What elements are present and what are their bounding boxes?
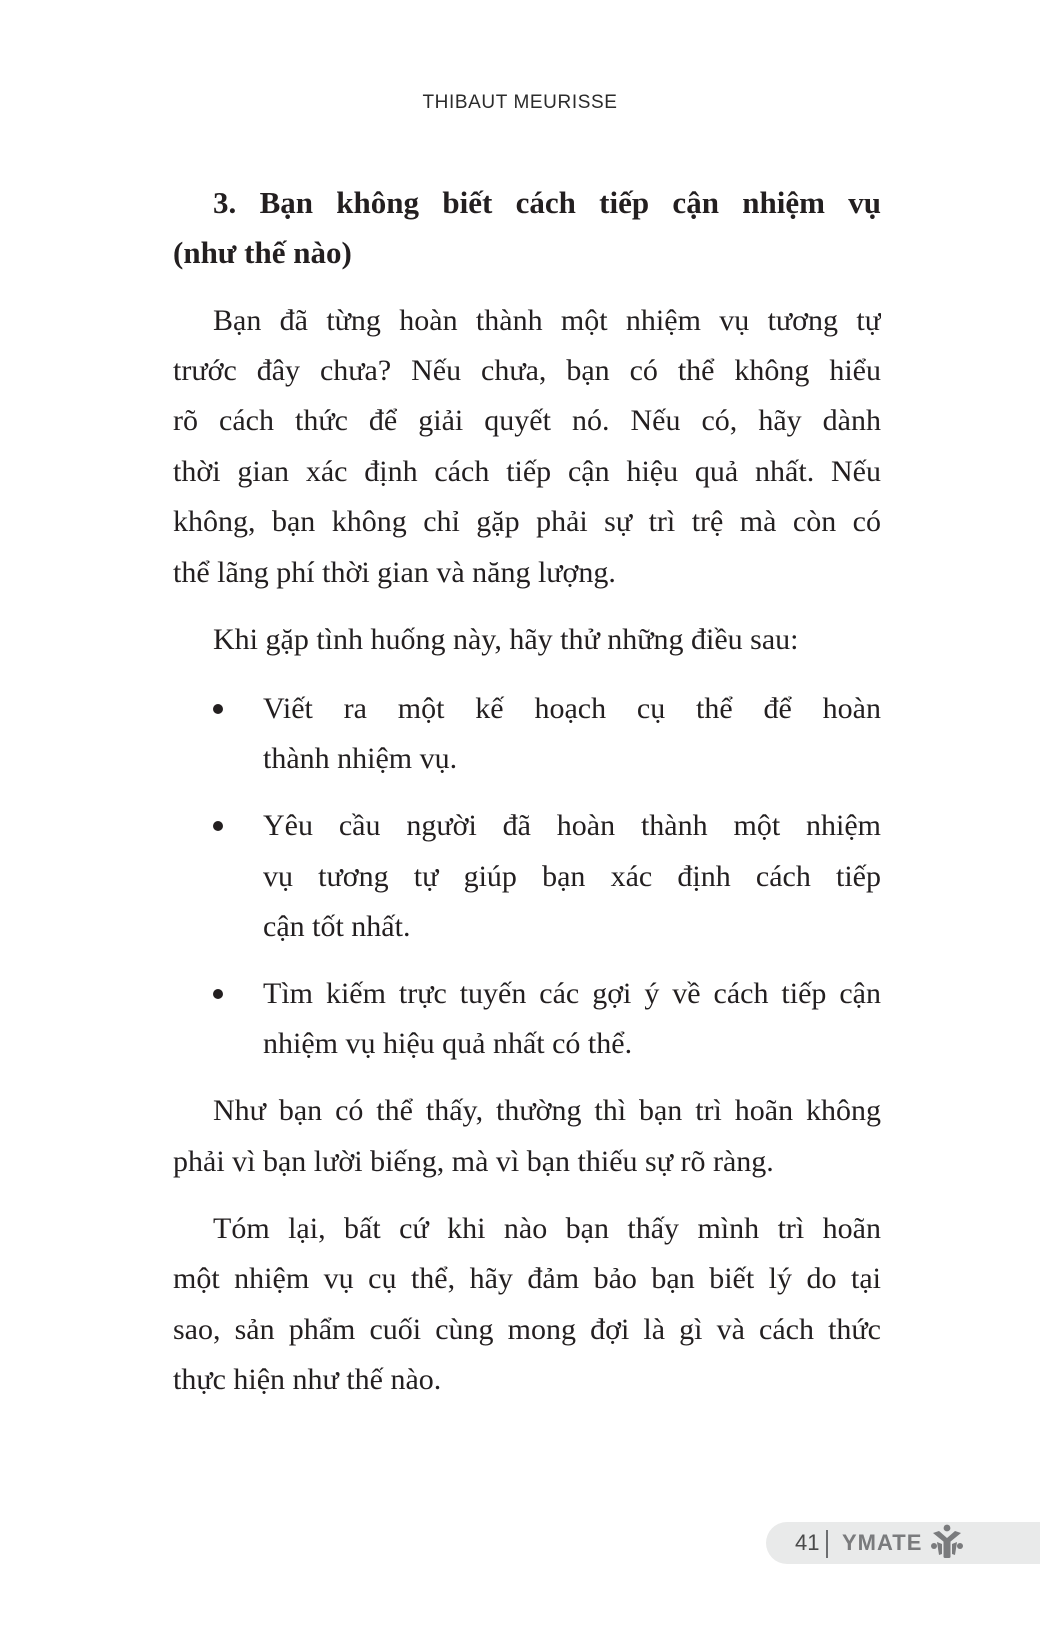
closing-paragraph-2-line-2: một nhiệm vụ cụ thể, hãy đảm bảo bạn biết lý do tại <box>173 1262 881 1295</box>
bullet-1-line-1: Viết ra một kế hoạch cụ thể để hoàn <box>263 692 881 725</box>
closing-paragraph-2-line-3: sao, sản phẩm cuối cùng mong đợi là gì và cách thức <box>173 1313 881 1346</box>
ymate-logo-icon <box>930 1524 964 1560</box>
paragraph-1-line-2: trước đây chưa? Nếu chưa, bạn có thể không hiểu <box>173 354 881 387</box>
footer-divider <box>826 1530 828 1558</box>
bullet-2-line-1: Yêu cầu người đã hoàn thành một nhiệm <box>263 809 881 842</box>
bullet-2-line-2: vụ tương tự giúp bạn xác định cách tiếp <box>263 860 881 893</box>
bullet-icon <box>213 821 223 831</box>
bullet-icon <box>213 704 223 714</box>
paragraph-1-line-3: rõ cách thức để giải quyết nó. Nếu có, hãy dành <box>173 404 881 437</box>
paragraph-2-line-1: Khi gặp tình huống này, hãy thử những điều sau: <box>213 623 799 656</box>
running-header: THIBAUT MEURISSE <box>422 92 618 113</box>
publisher-brand: YMATE <box>842 1530 923 1555</box>
bullet-3-line-2: nhiệm vụ hiệu quả nhất có thể. <box>263 1027 633 1060</box>
paragraph-1-line-4: thời gian xác định cách tiếp cận hiệu quả nhất. Nếu <box>173 455 881 488</box>
section-heading-line-2: (như thế nào) <box>173 235 352 270</box>
closing-paragraph-2-line-4: thực hiện như thế nào. <box>173 1363 442 1396</box>
section-heading-line-1: 3. Bạn không biết cách tiếp cận nhiệm vụ <box>213 186 881 220</box>
paragraph-1-line-1: Bạn đã từng hoàn thành một nhiệm vụ tương tự <box>213 304 881 337</box>
page-number: 41 <box>795 1530 820 1555</box>
bullet-1-line-2: thành nhiệm vụ. <box>263 742 458 775</box>
paragraph-1-line-5: không, bạn không chỉ gặp phải sự trì trệ mà còn có <box>173 505 881 538</box>
closing-paragraph-1-line-1: Như bạn có thể thấy, thường thì bạn trì hoãn không <box>213 1094 881 1127</box>
bullet-3-line-1: Tìm kiếm trực tuyến các gợi ý về cách tiếp cận <box>263 977 881 1010</box>
paragraph-1-line-6: thể lãng phí thời gian và năng lượng. <box>173 556 616 589</box>
bullet-2-line-3: cận tốt nhất. <box>263 910 411 943</box>
closing-paragraph-2-line-1: Tóm lại, bất cứ khi nào bạn thấy mình trì hoãn <box>213 1212 881 1245</box>
bullet-icon <box>213 989 223 999</box>
closing-paragraph-1-line-2: phải vì bạn lười biếng, mà vì bạn thiếu sự rõ ràng. <box>173 1145 774 1178</box>
